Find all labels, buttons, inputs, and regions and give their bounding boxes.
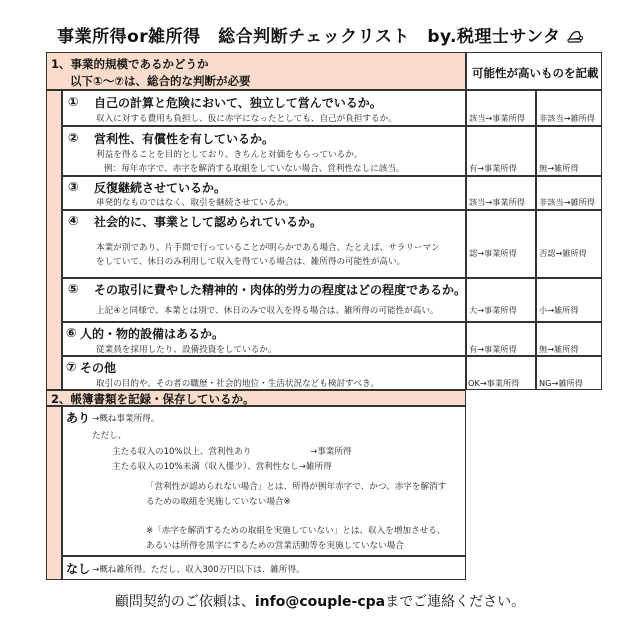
row3-number: ③ (68, 179, 79, 194)
row1-number: ① (68, 94, 79, 109)
row5-yes: 大→事業所得 (469, 305, 517, 315)
row1-question: 自己の計算と危険において、独立して営んでいるか。 (94, 96, 382, 110)
santa-hat-icon (567, 28, 583, 46)
row2-detail-1: 利益を得ることを目的としており、きちんと対価をもらっているか。 (96, 150, 363, 160)
ari-line2: 主たる収入の10%未満（収入僅少）、営利性なし→雑所得 (112, 462, 332, 472)
row7-number: ⑦ (66, 359, 77, 374)
row5-question: その取引に費やした精神的・肉体的労力の程度はどの程度であるか。 (94, 283, 467, 297)
nashi-text: →概ね雑所得。ただし、収入300万円以下は、雑所得。 (92, 565, 305, 575)
section1-subtitle: 以下①～⑦は、総合的な判断が必要 (70, 74, 251, 88)
row5-number: ⑤ (68, 281, 79, 296)
page-title (0, 22, 640, 47)
row5-detail: 上記④と同様で、本業とは別で、休日のみで収入を得る場合は、雑所得の可能性が高い。 (96, 306, 439, 316)
ari-note2b: あるいは所得を黒字にするための営業活動等を実施していない場合 (146, 541, 404, 551)
checklist-table (46, 52, 602, 580)
row4-detail-2: をしていて、休日のみ利用して収入を得ている場合は、雑所得の可能性が高い。 (96, 257, 406, 267)
section2-title: 2、帳簿書類を記録・保存しているか。 (51, 392, 255, 406)
footer-email[interactable]: info@couple-cpa (254, 594, 386, 610)
row3-detail: 単発的なものではなく、取引を継続させているか。 (96, 198, 294, 208)
ari-note1b: るための取組を実施していない場合※ (146, 497, 291, 507)
ari-tadashi: ただし、 (92, 431, 127, 441)
row4-number: ④ (68, 213, 79, 228)
row6-number: ⑥ (66, 325, 77, 340)
row4-yes: 認→事業所得 (469, 248, 517, 258)
ari-note1a: 「営利性が認められない場合」とは、所得が例年赤字で、かつ、赤字を解消す (146, 482, 447, 492)
ari-line1a: 主たる収入の10%以上、営利性あり (112, 447, 252, 457)
row7-detail: 取引の目的や、その者の職歴・社会的地位・生活状況なども検討すべき。 (96, 379, 379, 389)
row4-detail-1: 本業が別であり、片手間で行っていることが明らかである場合、たとえば、サラリーマン (96, 243, 440, 253)
ari-lead: →概ね事業所得。 (92, 414, 160, 424)
ari-note2a: ※「赤字を解消するための取組を実施していない」とは、収入を増加させる、 (146, 526, 446, 536)
ari-label: あり (66, 411, 91, 425)
row3-question: 反復継続させているか。 (94, 181, 227, 195)
row1-detail: 収入に対する費用も負担し、仮に赤字になったとしても、自己が負担するか。 (96, 114, 397, 124)
title-text: 事業所得or雑所得 総合判断チェックリスト by.税理士サンタ (57, 27, 561, 47)
row3-yes: 該当→事業所得 (469, 197, 525, 207)
likely-header-label: 可能性が高いものを記載 (472, 66, 599, 80)
row5-no: 小→雑所得 (539, 305, 579, 315)
footer-prefix: 顧問契約のご依頼は、 (114, 594, 255, 610)
row3-no: 非該当→雑所得 (539, 197, 595, 207)
footer-suffix: までご連絡ください。 (385, 594, 526, 610)
section1-title: 1、事業的規模であるかどうか (51, 57, 209, 71)
row6-no: 無→雑所得 (539, 344, 579, 354)
row2-no: 無→雑所得 (539, 163, 579, 173)
row1-no: 非該当→雑所得 (539, 113, 595, 123)
row2-detail-2: 例：毎年赤字で、赤字を解消する取組をしていない場合、営利性なしに該当。 (104, 164, 405, 174)
row4-yes-cell (466, 210, 536, 278)
row4-no-cell (536, 210, 602, 278)
row7-no: NG→雑所得 (539, 378, 583, 388)
row4-no: 否認→雑所得 (539, 248, 587, 258)
ari-line1b: →事業所得 (310, 447, 352, 457)
row6-yes: 有→事業所得 (469, 344, 517, 354)
row6-detail: 従業員を採用したり、設備投資をしているか。 (96, 345, 277, 355)
row7-question: その他 (80, 361, 117, 375)
row2-number: ② (68, 130, 79, 145)
row4-question: 社会的に、事業として認められているか。 (94, 215, 323, 229)
section2-side-strip (46, 406, 62, 580)
row6-question: 人的・物的設備はあるか。 (80, 327, 225, 341)
row2-yes: 有→事業所得 (469, 163, 517, 173)
row7-yes: OK→事業所得 (468, 378, 520, 388)
row2-question: 営利性、有償性を有しているか。 (94, 132, 275, 146)
section1-side-strip (46, 90, 62, 390)
row1-yes: 該当→事業所得 (469, 113, 525, 123)
contact-footer (0, 591, 640, 611)
nashi-label: なし (66, 562, 91, 576)
